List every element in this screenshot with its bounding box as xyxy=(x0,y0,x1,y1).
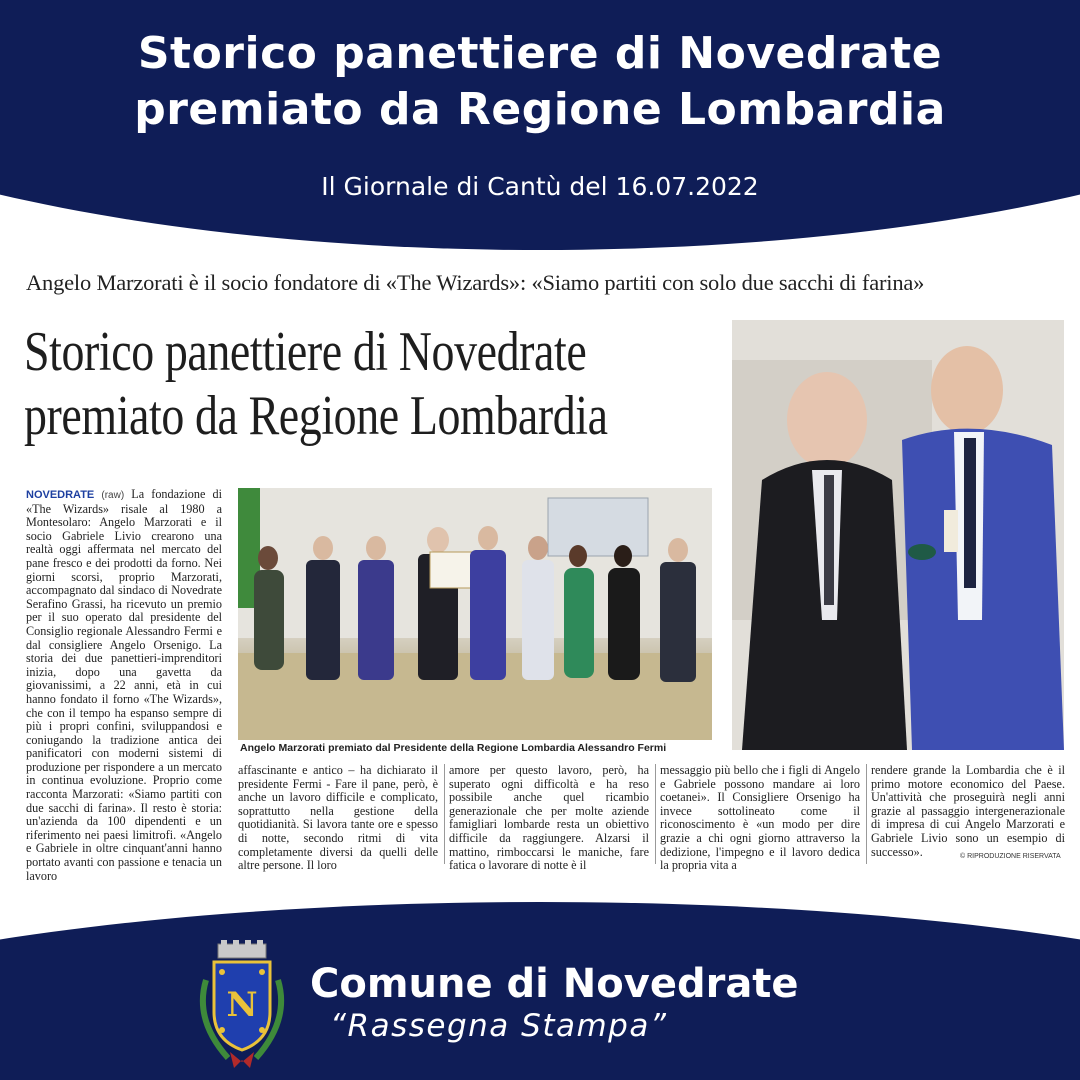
main-photo-illustration xyxy=(732,320,1064,750)
column-divider xyxy=(655,764,656,864)
copyright-note: © RIPRODUZIONE RISERVATA xyxy=(960,853,1061,860)
headline-line-2: premiato da Regione Lombardia xyxy=(24,385,608,447)
municipal-crest-icon xyxy=(188,940,296,1070)
page-title xyxy=(40,26,1040,138)
group-photo xyxy=(238,488,712,740)
article-column-1 xyxy=(26,487,222,883)
group-photo-illustration xyxy=(238,488,712,740)
article-column-3: amore per questo lavoro, però, ha superato ogni difficoltà e ha reso possibile anche quel ricambio generazionale che per molte aziende famigliari lombarde resta un obiettivo difficile da raggiungere. Alzarsi il mattino, rimboccarsi le maniche, fare fatica o lavorare di notte è il xyxy=(449,763,649,873)
article-column-5: rendere grande la Lombardia che è il primo motore economico del Paese. Un'attività che proseguirà negli anni grazie al passaggio intergenerazionale di impresa di cui Angelo Marzorati e Gabriele Livio sono un esempio di successo». xyxy=(871,763,1065,859)
footer-title: Comune di Novedrate xyxy=(310,961,799,1007)
headline-line-1: Storico panettiere di Novedrate xyxy=(24,321,587,383)
title-line-2: premiato da Regione Lombardia xyxy=(134,84,946,135)
crest-letter: N xyxy=(226,985,258,1025)
article-column-4: messaggio più bello che i figli di Angelo e Gabriele possono mandare ai loro coetanei». Il Consigliere Orsenigo ha invece sottolineato come il riconoscimento è «un modo per dire grazie a chi ogni giorno attraverso la dedizione, l'impegno e il lavoro dedica la propria vita a xyxy=(660,763,860,873)
column-divider xyxy=(866,764,867,864)
article-dateline: NOVEDRATE xyxy=(26,489,95,501)
title-line-1: Storico panettiere di Novedrate xyxy=(137,28,943,79)
column-1-text: La fondazione di «The Wizards» risale al 1980 a Montesolaro: Angelo Marzorati e il socio Gabriele Livio crearono una realtà oggi affermata nel mercato del pane fresco e dei prodotti da forno. Nei giorni scorsi, proprio Marzorati, accompagnato dal sindaco di Novedrate Serafino Grassi, ha ricevuto un premio per il suo operato dal presidente del Consiglio regionale Alessandro Fermi e dal consigliere Angelo Orsenigo. La storia dei due panettieri-imprenditori inizia, dopo una gavetta da giovanissimi, a 22 anni, età in cui hanno fondato il forno «The Wizards», che con il tempo ha espanso sempre di più i propri confini, sviluppandosi e coniugando la tradizione antica dei panificatori con moderni sistemi di produzione per rispondere a un mercato in continua evoluzione. Proprio come racconta Marzorati: «Siamo partiti con due sacchi di farina». Il resto è storia: un'azienda da 100 dipendenti e un riferimento nei paesi limitrofi. «Angelo e Gabriele in oltre cinquant'anni hanno portato avanti con passione e tenacia un lavoro xyxy=(26,487,222,883)
article-headline xyxy=(24,320,608,448)
article-column-2: affascinante e antico – ha dichiarato il presidente Fermi - Fare il pane, però, è anche un lavoro difficile e complicato, soprattutto nella gestione della quotidianità. Si lavora tante ore e spesso di notte, secondo ritmi di vita completamente diversi da quelli delle altre persone. Il loro xyxy=(238,763,438,873)
article-kicker: Angelo Marzorati è il socio fondatore di «The Wizards»: «Siamo partiti con solo due sacchi di farina» xyxy=(26,270,925,295)
photo-caption: Angelo Marzorati premiato dal Presidente della Regione Lombardia Alessandro Fermi xyxy=(240,742,667,754)
column-divider xyxy=(444,764,445,864)
main-photo xyxy=(732,320,1064,750)
source-line: Il Giornale di Cantù del 16.07.2022 xyxy=(321,172,759,201)
author-tag: (raw) xyxy=(101,490,125,501)
footer-subtitle: “Rassegna Stampa” xyxy=(330,1008,668,1044)
